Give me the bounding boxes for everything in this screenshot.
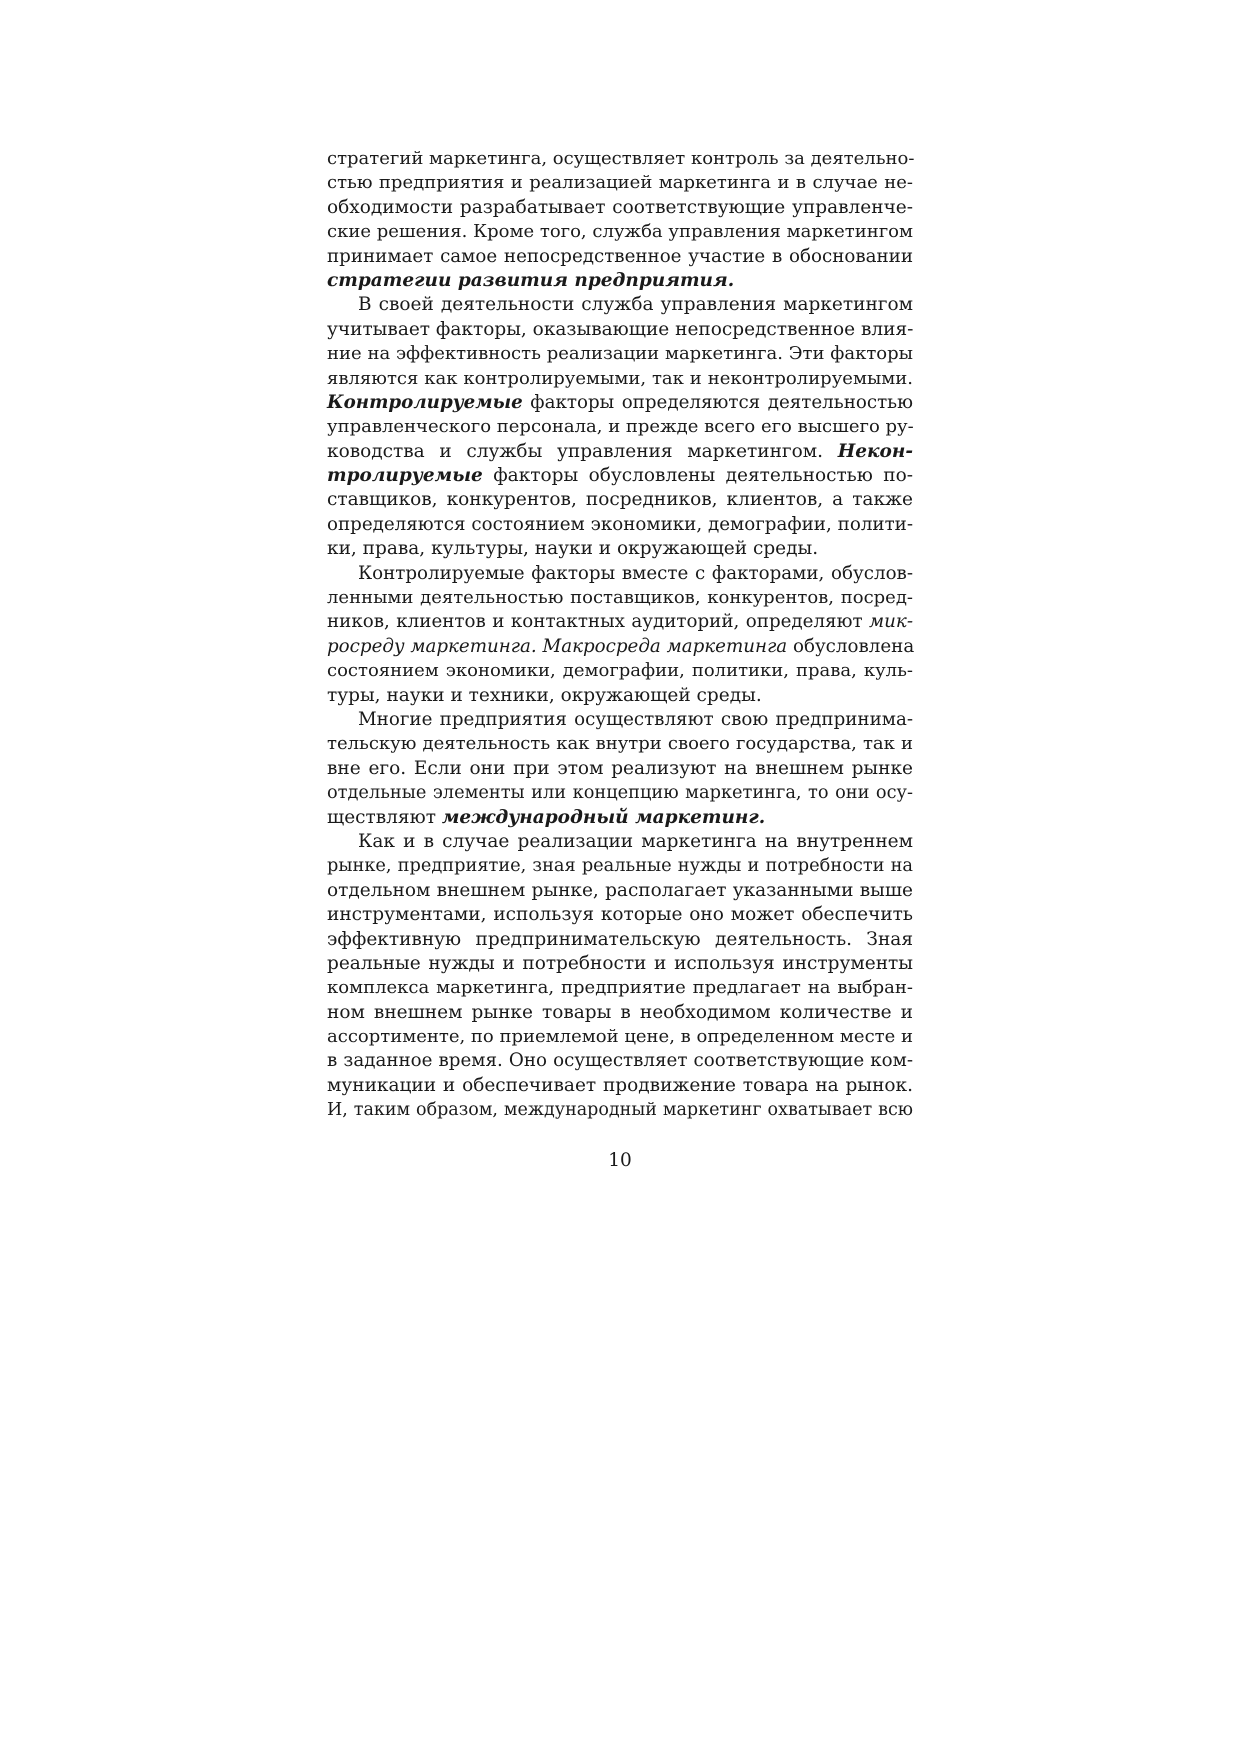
italic-term: мик- <box>869 611 913 633</box>
text-line: стью предприятия и реализацией маркетинга и в случае не- <box>327 172 913 194</box>
emphasis-term: Контролируемые <box>327 391 523 413</box>
text-run: факторы обусловлены деятельностью по- <box>482 465 913 487</box>
text-line <box>327 635 913 659</box>
text-run: обусловлена <box>787 635 915 657</box>
text-line: инструментами, используя которые оно может обеспечить <box>327 904 913 926</box>
emphasis-term: стратегии развития предприятия. <box>327 269 735 291</box>
text-line: отдельном внешнем рынке, располагает указанными выше <box>327 879 913 901</box>
body-text <box>327 147 913 1123</box>
paragraph-3 <box>327 562 913 708</box>
text-line <box>327 391 913 415</box>
text-line: ки, права, культуры, науки и окружающей среды. <box>327 538 819 560</box>
text-line: управленческого персонала, и прежде всего его высшего ру- <box>327 416 914 438</box>
emphasis-term: Некон- <box>837 440 913 462</box>
text-line: учитывает факторы, оказывающие непосредственное влия- <box>327 318 914 340</box>
emphasis-term: тролируемые <box>327 465 483 487</box>
text-line: И, таким образом, международный маркетинг охватывает всю <box>327 1100 913 1121</box>
text-line: обходимости разрабатывает соответствующие управленче- <box>327 196 913 218</box>
text-line <box>327 464 913 488</box>
text-line: Как и в случае реализации маркетинга на внутреннем <box>358 830 913 852</box>
text-run: факторы определяются деятельностью <box>522 391 913 413</box>
text-line: ские решения. Кроме того, служба управления маркетингом <box>327 221 913 243</box>
text-run: ществляют <box>327 806 442 828</box>
text-line: тельскую деятельность как внутри своего государства, так и <box>327 733 913 755</box>
text-line <box>327 440 913 464</box>
text-line: комплекса маркетинга, предприятие предлагает на выбран- <box>327 977 913 999</box>
text-line <box>327 806 913 830</box>
text-line: ленными деятельностью поставщиков, конкурентов, посред- <box>327 587 913 609</box>
text-line: ассортименте, по приемлемой цене, в определенном месте и <box>327 1026 913 1048</box>
text-line: ние на эффективность реализации маркетинга. Эти факторы <box>327 343 913 365</box>
paragraph-5 <box>327 830 913 1123</box>
text-line: определяются состоянием экономики, демографии, полити- <box>327 513 913 535</box>
text-line <box>327 610 913 634</box>
text-line: эффективную предпринимательскую деятельность. Зная <box>327 928 913 950</box>
text-line: Контролируемые факторы вместе с факторами, обуслов- <box>358 562 913 584</box>
text-line: стратегий маркетинга, осуществляет контроль за деятельно- <box>327 148 915 169</box>
text-line <box>327 269 913 293</box>
paragraph-2 <box>327 293 913 561</box>
text-line: рынке, предприятие, зная реальные нужды и потребности на <box>327 856 913 877</box>
text-line: являются как контролируемыми, так и неконтролируемыми. <box>327 367 913 389</box>
text-run: ников, клиентов и контактных аудиторий, определяют <box>327 611 870 633</box>
emphasis-term: международный маркетинг. <box>441 806 766 828</box>
text-run: ководства и службы управления маркетингом. <box>327 440 838 462</box>
italic-term: росреду маркетинга. Макросреда маркетинга <box>327 635 788 657</box>
text-line: Многие предприятия осуществляют свою предпринима- <box>358 708 913 730</box>
text-line: ном внешнем рынке товары в необходимом количестве и <box>327 1001 913 1023</box>
text-line: муникации и обеспечивает продвижение товара на рынок. <box>327 1074 913 1096</box>
text-line: туры, науки и техники, окружающей среды. <box>327 684 762 706</box>
text-line: реальные нужды и потребности и используя инструменты <box>327 952 913 974</box>
text-line: ставщиков, конкурентов, посредников, клиентов, а также <box>327 489 913 511</box>
paragraph-1 <box>327 147 913 293</box>
text-line: отдельные элементы или концепцию маркетинга, то они осу- <box>327 783 913 804</box>
text-line: состоянием экономики, демографии, политики, права, куль- <box>327 660 913 682</box>
page-number: 10 <box>608 1150 632 1171</box>
text-line: в заданное время. Оно осуществляет соответствующие ком- <box>327 1050 913 1072</box>
paragraph-4 <box>327 708 913 830</box>
text-line: В своей деятельности служба управления маркетингом <box>358 294 913 316</box>
text-line: принимает самое непосредственное участие в обосновании <box>327 245 913 267</box>
text-line: вне его. Если они при этом реализуют на внешнем рынке <box>327 757 913 779</box>
